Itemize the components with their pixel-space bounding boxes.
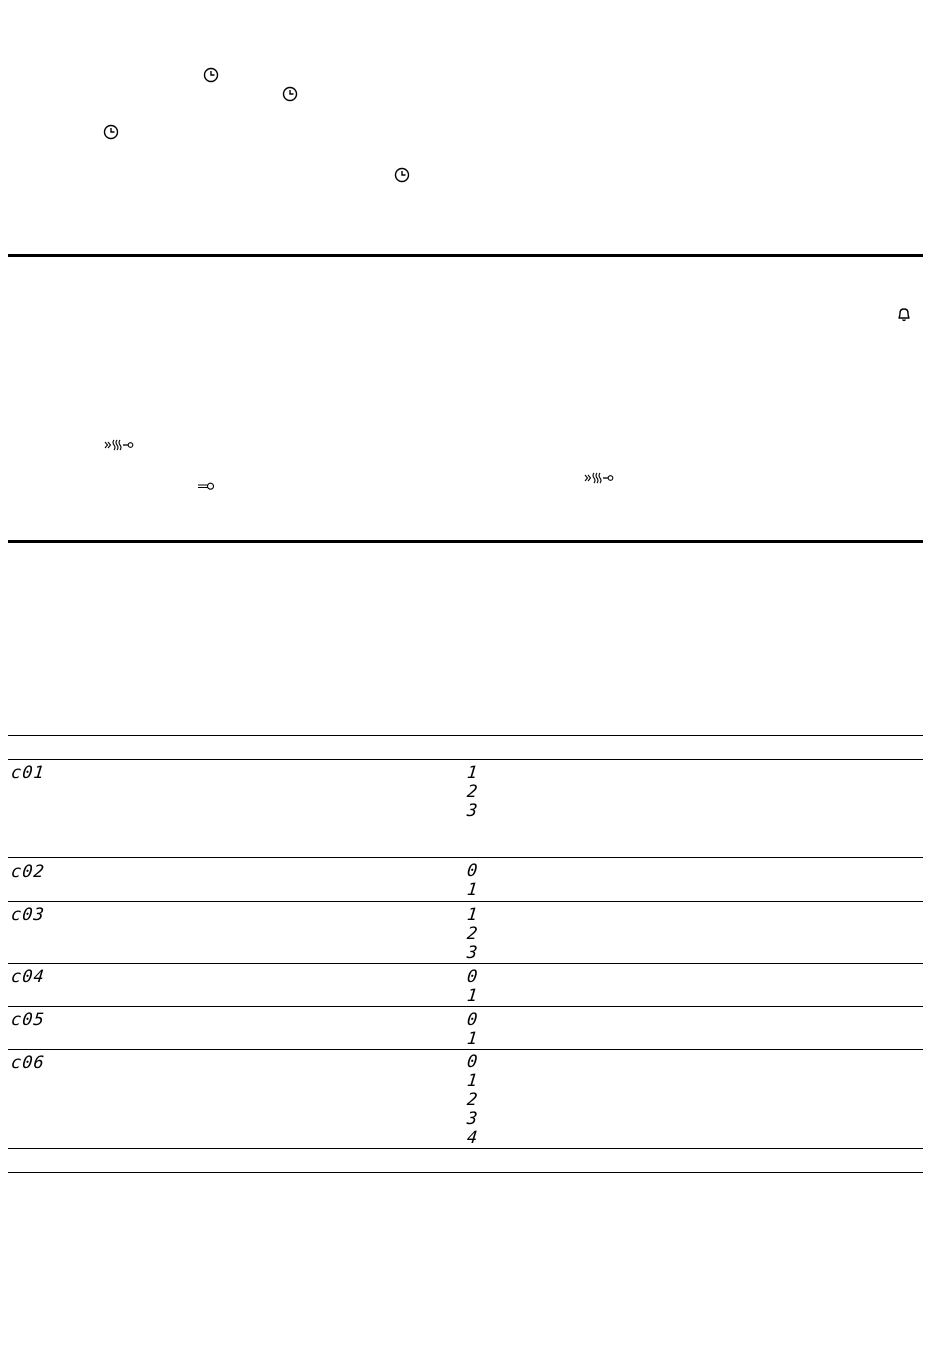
table-row-rule (8, 1148, 923, 1149)
table-row-rule (8, 1049, 923, 1050)
setting-code: c06 (10, 1053, 46, 1073)
setting-code: c05 (10, 1010, 46, 1030)
table-row-rule (8, 857, 923, 858)
setting-code: c02 (10, 862, 46, 882)
setting-value: 3 (465, 801, 479, 821)
clock-icon (282, 86, 298, 102)
table-bottom-rule (8, 1172, 923, 1173)
setting-value: 3 (465, 943, 479, 963)
setting-value: 1 (465, 880, 479, 900)
core-probe-heat-icon (584, 470, 614, 486)
setting-value: 1 (465, 763, 479, 783)
section-divider (8, 540, 923, 543)
setting-code: c03 (10, 905, 46, 925)
clock-icon (394, 167, 410, 183)
table-row-rule (8, 1006, 923, 1007)
core-probe-heat-icon (104, 437, 134, 453)
setting-value: 1 (465, 1071, 479, 1091)
table-header-rule (8, 759, 923, 760)
setting-value: 4 (465, 1128, 479, 1148)
setting-value: 1 (465, 986, 479, 1006)
setting-value: 0 (465, 1052, 479, 1072)
setting-value: 0 (465, 967, 479, 987)
setting-value: 0 (465, 861, 479, 881)
setting-code: c04 (10, 967, 46, 987)
core-probe-icon (197, 480, 215, 492)
bell-icon (895, 305, 913, 323)
table-row-rule (8, 963, 923, 964)
setting-value: 2 (465, 1090, 479, 1110)
clock-icon (103, 124, 119, 140)
setting-value: 2 (465, 924, 479, 944)
clock-icon (203, 67, 219, 83)
setting-value: 1 (465, 1029, 479, 1049)
setting-value: 1 (465, 905, 479, 925)
setting-value: 0 (465, 1010, 479, 1030)
setting-value: 2 (465, 782, 479, 802)
section-divider (8, 254, 923, 257)
table-rule (8, 735, 923, 736)
setting-value: 3 (465, 1109, 479, 1129)
setting-code: c01 (10, 763, 46, 783)
table-row-rule (8, 901, 923, 902)
